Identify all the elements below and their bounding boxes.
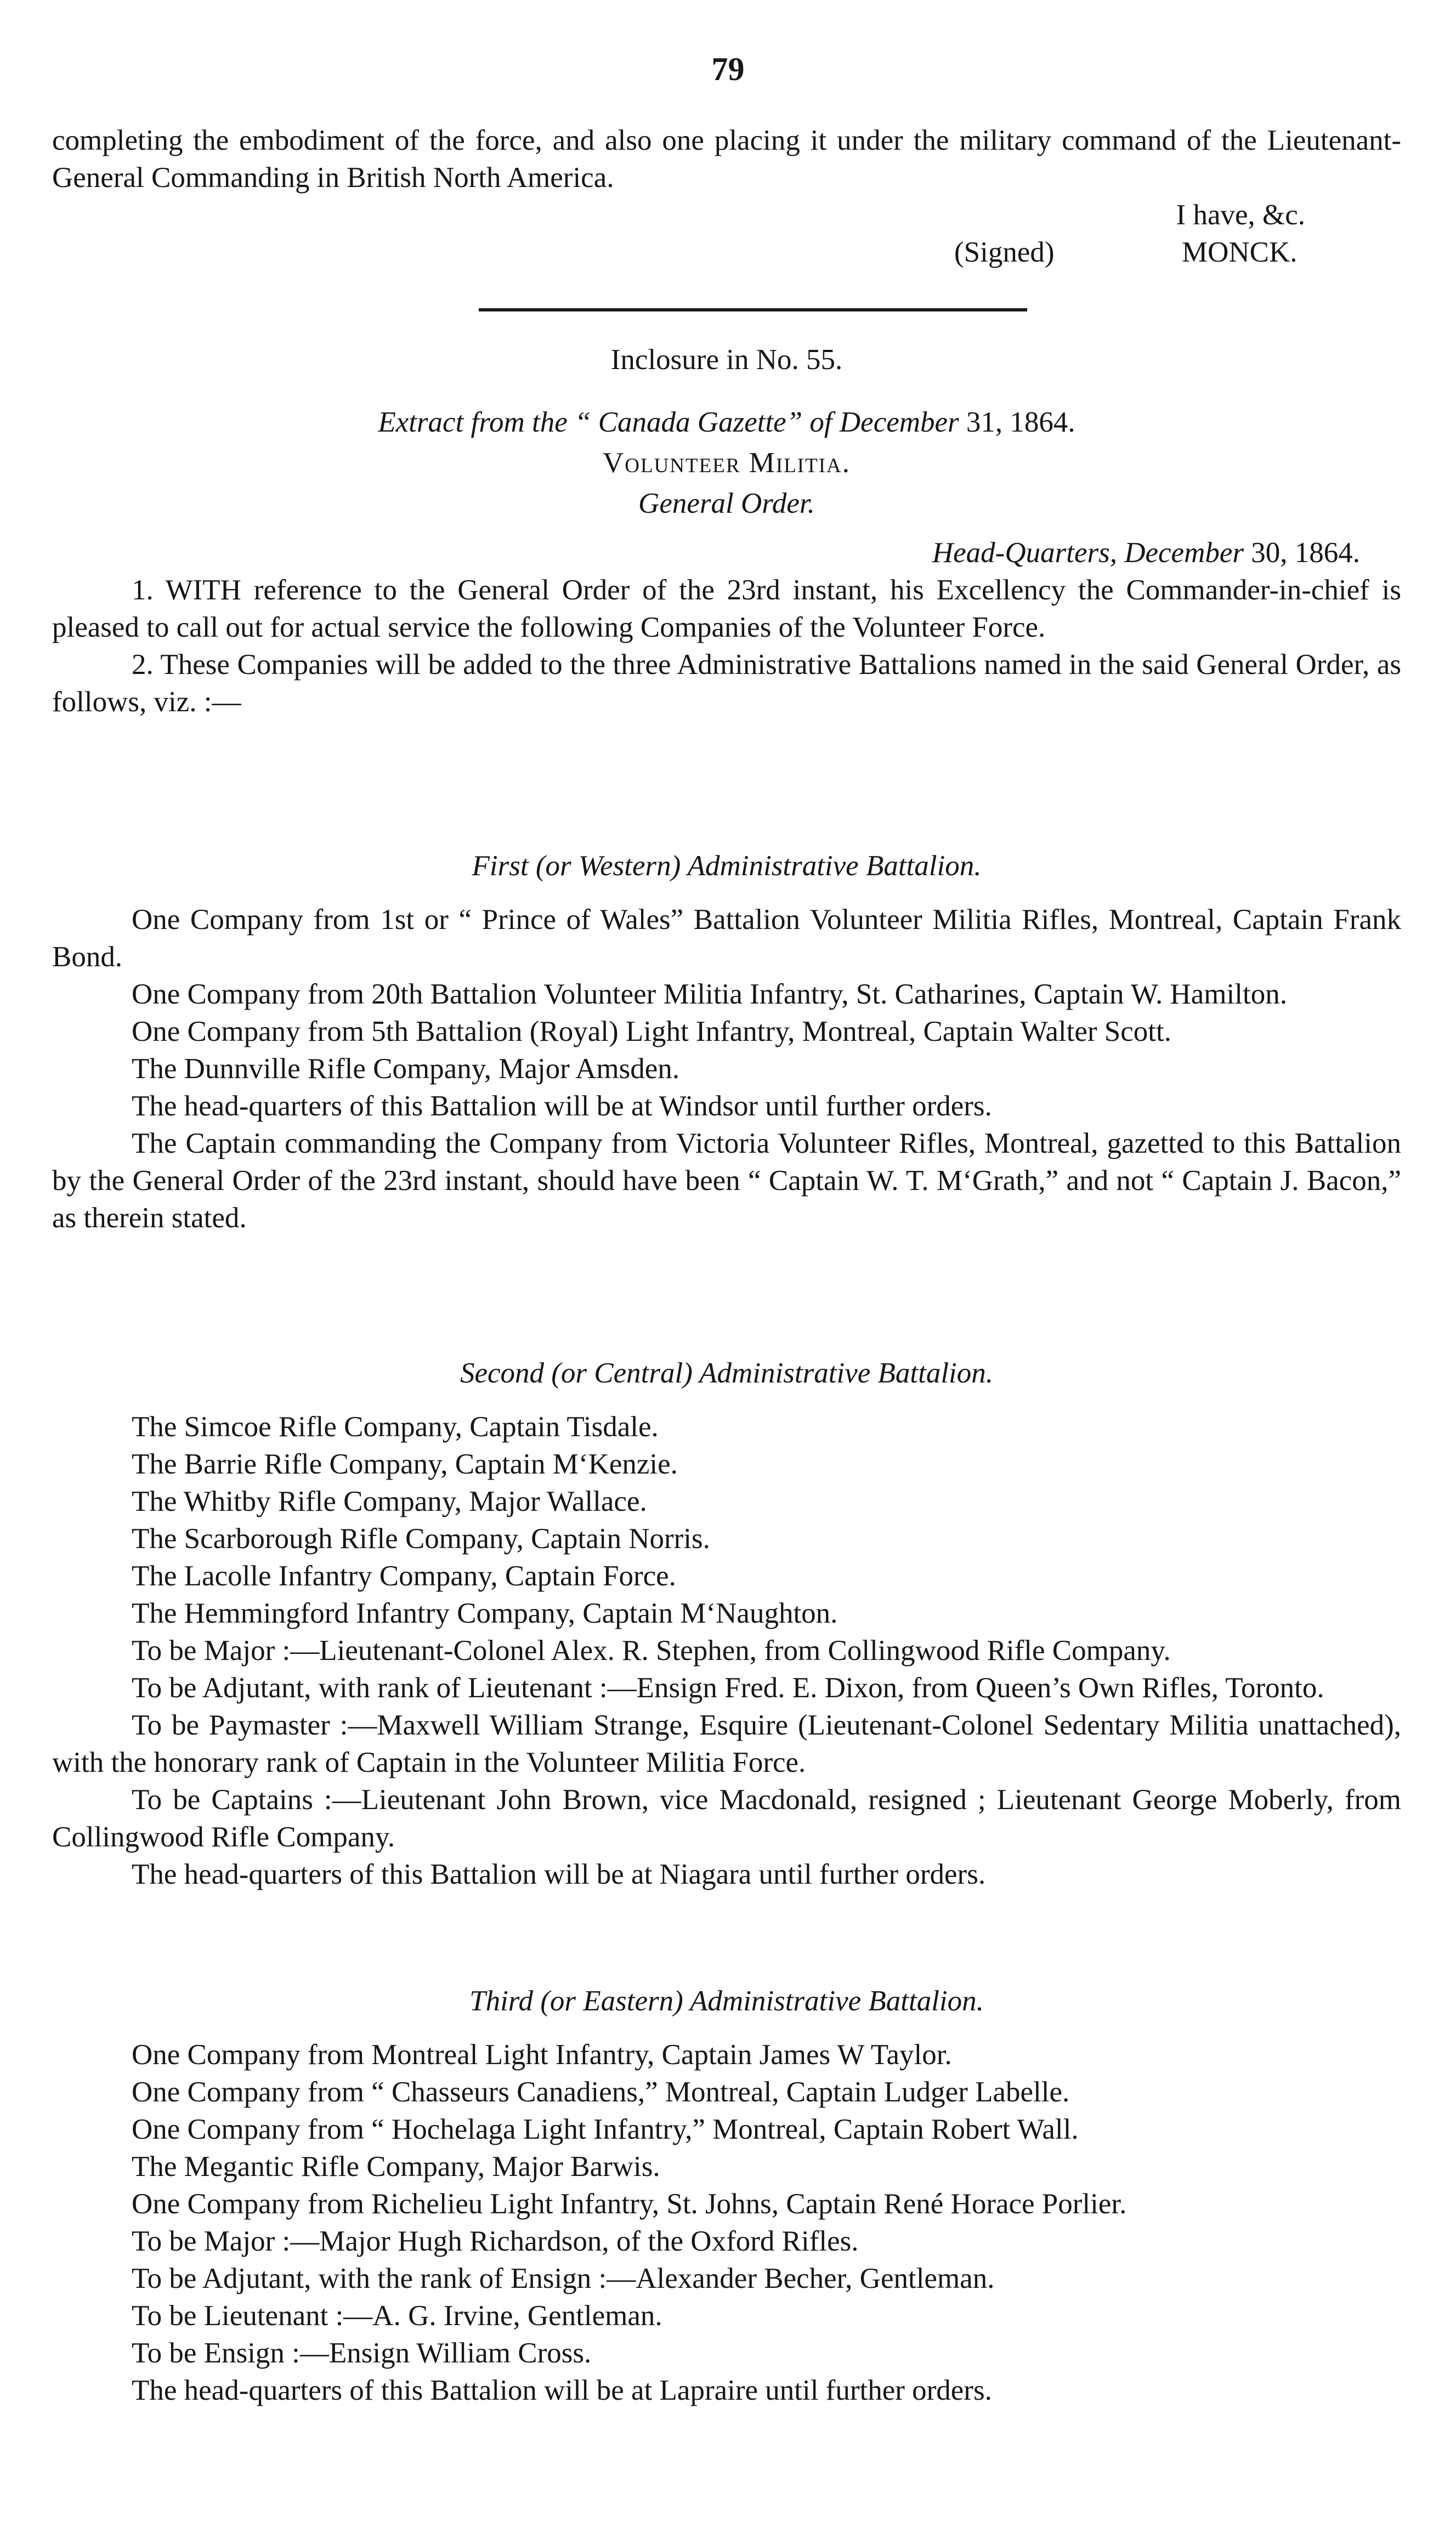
list-item: One Company from Montreal Light Infantry, Captain James W Taylor.: [132, 2039, 952, 2071]
list-item: To be Captains :—Lieutenant John Brown, vice Macdonald, resigned ; Lieutenant George Moberly, from Collingwood Rifle Company.: [52, 1784, 1401, 1853]
page-number: 79: [711, 51, 745, 87]
list-item: The Simcoe Rifle Company, Captain Tisdale.: [132, 1411, 659, 1443]
headquarters-date: 30, 1864.: [1251, 537, 1360, 569]
extract-date: 31, 1864.: [966, 406, 1075, 438]
list-item: One Company from 5th Battalion (Royal) Light Infantry, Montreal, Captain Walter Scott.: [132, 1016, 1171, 1047]
list-item: To be Paymaster :—Maxwell William Strange, Esquire (Lieutenant-Colonel Sedentary Militia unattached), with the honorary rank of Captain in the Volunteer Militia Force.: [52, 1709, 1401, 1778]
paragraph-1: 1. WITH reference to the General Order of the 23rd instant, his Excellency the Commander-in-chief is pleased to call out for actual service the following Companies of the Volunteer Force.: [52, 574, 1401, 643]
list-item: To be Adjutant, with rank of Lieutenant :—Ensign Fred. E. Dixon, from Queen’s Own Rifles, Toronto.: [132, 1672, 1324, 1704]
list-item: The head-quarters of this Battalion will be at Lapraire until further orders.: [132, 2374, 992, 2406]
list-item: The Captain commanding the Company from Victoria Volunteer Rifles, Montreal, gazetted to this Battalion by the General Order of the 23rd instant, should have been “ Captain W. T. M‘Grath,” and not “ Captain J. Bacon,” as therein stated.: [52, 1127, 1401, 1234]
list-item: The Barrie Rifle Company, Captain M‘Kenzie.: [132, 1448, 678, 1480]
extract-of: of December: [809, 406, 959, 438]
first-battalion-heading: First (or Western) Administrative Battalion.: [472, 850, 982, 882]
inclosure-section: [52, 341, 1401, 721]
list-item: The Whitby Rifle Company, Major Wallace.: [132, 1486, 647, 1517]
gazette-name: “ Canada Gazette”: [574, 406, 803, 438]
third-battalion-section: [52, 1982, 1401, 2409]
signature: MONCK.: [1182, 236, 1298, 268]
list-item: To be Major :—Major Hugh Richardson, of the Oxford Rifles.: [132, 2225, 859, 2257]
list-item: The Hemmingford Infantry Company, Captain M‘Naughton.: [132, 1597, 838, 1629]
list-item: The Megantic Rifle Company, Major Barwis.: [132, 2151, 660, 2183]
list-item: The Lacolle Infantry Company, Captain Force.: [132, 1560, 676, 1592]
signed-label: (Signed): [954, 236, 1055, 268]
list-item: One Company from “ Chasseurs Canadiens,” Montreal, Captain Ludger Labelle.: [132, 2076, 1070, 2108]
inclosure-title: Inclosure in No. 55.: [610, 344, 843, 376]
list-item: To be Adjutant, with the rank of Ensign :—Alexander Becher, Gentleman.: [132, 2263, 995, 2294]
opening-section: [52, 122, 1401, 271]
first-battalion-list: [52, 901, 1401, 1237]
list-item: To be Major :—Lieutenant-Colonel Alex. R. Stephen, from Collingwood Rifle Company.: [132, 1635, 1171, 1667]
signature-line: [52, 234, 1401, 271]
extract-line: [52, 404, 1401, 441]
second-battalion-heading: Second (or Central) Administrative Battalion.: [460, 1357, 994, 1389]
list-item: To be Lieutenant :—A. G. Irvine, Gentleman.: [132, 2300, 662, 2332]
headquarters-line: [52, 534, 1401, 571]
general-order-heading: General Order.: [638, 488, 815, 519]
closing-phrase: I have, &c.: [1176, 199, 1305, 231]
headquarters-place: Head-Quarters, December: [932, 537, 1244, 569]
second-battalion-list: [52, 1408, 1401, 1893]
second-battalion-section: [52, 1354, 1401, 1893]
list-item: The head-quarters of this Battalion will be at Windsor until further orders.: [132, 1090, 992, 1122]
list-item: To be Ensign :—Ensign William Cross.: [132, 2337, 592, 2369]
volunteer-militia-heading: Volunteer Militia.: [602, 447, 851, 479]
list-item: One Company from “ Hochelaga Light Infantry,” Montreal, Captain Robert Wall.: [132, 2113, 1079, 2145]
paragraph-2: 2. These Companies will be added to the three Administrative Battalions named in the said General Order, as follows, viz. :—: [52, 649, 1401, 718]
first-battalion-section: [52, 847, 1401, 1237]
list-item: The Dunnville Rifle Company, Major Amsden.: [132, 1053, 680, 1085]
list-item: One Company from 1st or “ Prince of Wales” Battalion Volunteer Militia Rifles, Montreal, Captain Frank Bond.: [52, 904, 1401, 973]
list-item: The head-quarters of this Battalion will be at Niagara until further orders.: [132, 1858, 986, 1890]
horizontal-rule: [479, 308, 1027, 311]
list-item: One Company from 20th Battalion Volunteer Militia Infantry, St. Catharines, Captain W. Hamilton.: [132, 978, 1287, 1010]
extract-prefix: Extract from the: [378, 406, 568, 438]
third-battalion-heading: Third (or Eastern) Administrative Battalion.: [469, 1985, 984, 2017]
third-battalion-list: [52, 2036, 1401, 2409]
list-item: The Scarborough Rifle Company, Captain Norris.: [132, 1523, 710, 1555]
list-item: One Company from Richelieu Light Infantry, St. Johns, Captain René Horace Porlier.: [132, 2188, 1127, 2220]
opening-paragraph: completing the embodiment of the force, and also one placing it under the military command of the Lieutenant-General Commanding in British North America.: [52, 124, 1401, 194]
